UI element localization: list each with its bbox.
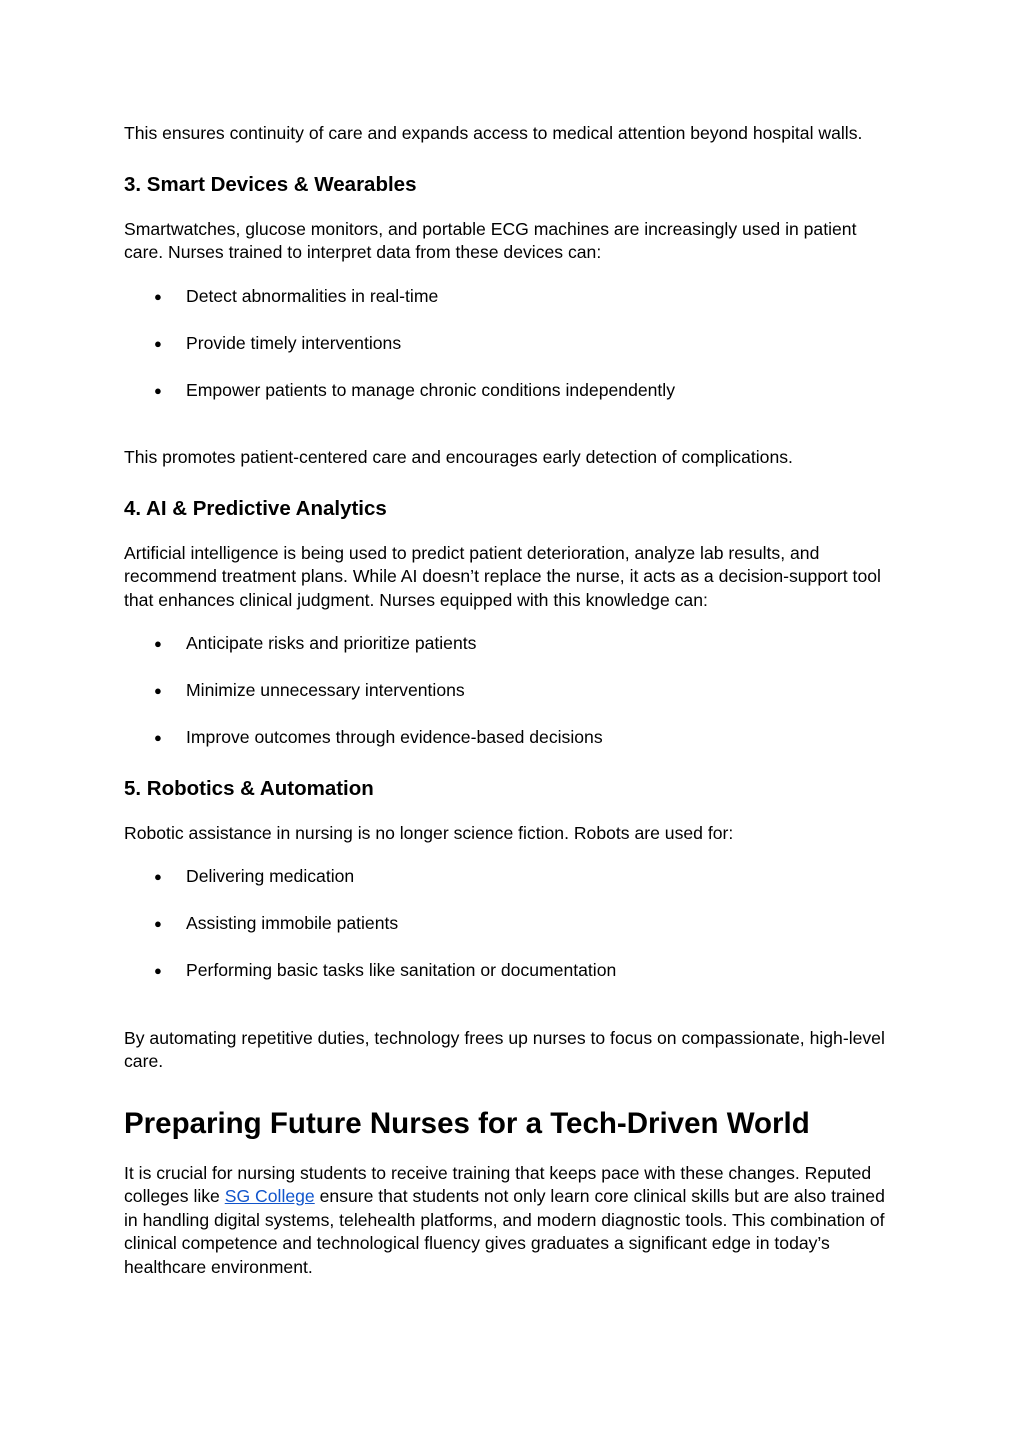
list-item — [124, 379, 894, 403]
bullet-icon: ● — [154, 916, 162, 931]
sg-college-link[interactable]: SG College — [224, 1186, 315, 1206]
preparing-text-before-link: It is crucial for nursing students to receive training that keeps pace with these changes. Reputed colleges like — [124, 1162, 872, 1206]
section-4-list — [124, 632, 894, 750]
section-3-closing: This promotes patient-centered care and encourages early detection of complications. — [124, 447, 793, 467]
bullet-icon: ● — [154, 382, 162, 398]
list-item-text: Assisting immobile patients — [186, 913, 399, 933]
section-3-heading: 3. Smart Devices & Wearables — [124, 172, 417, 196]
list-item-text: Delivering medication — [186, 866, 355, 886]
list-item-text: Provide timely interventions — [186, 332, 402, 353]
preparing-paragraph — [124, 1162, 894, 1280]
list-item — [124, 959, 894, 983]
list-item — [124, 679, 894, 703]
preparing-text-after-link: ensure that students not only learn core clinical skills but are also trained in handling digital systems, telehealth platforms, and modern diagnostic tools. This combination of clinical competence and technological fluency gives graduates a significant edge in today’s healthcare environment. — [124, 1186, 885, 1277]
bullet-icon: ● — [154, 683, 162, 698]
section-5-closing: By automating repetitive duties, technology frees up nurses to focus on compassionate, high-level care. — [124, 1027, 885, 1071]
section-3-body: Smartwatches, glucose monitors, and portable ECG machines are increasingly used in patient care. Nurses trained to interpret data from these devices can: — [124, 218, 857, 262]
section-5-body: Robotic assistance in nursing is no longer science fiction. Robots are used for: — [124, 822, 734, 843]
bullet-icon: ● — [154, 963, 162, 978]
preparing-heading: Preparing Future Nurses for a Tech-Driven World — [124, 1106, 810, 1140]
list-item-text: Anticipate risks and prioritize patients — [186, 633, 477, 653]
bullet-icon: ● — [154, 335, 162, 351]
list-item-text: Empower patients to manage chronic conditions independently — [186, 379, 676, 400]
list-item-text: Performing basic tasks like sanitation or documentation — [186, 960, 617, 980]
section-4-heading: 4. AI & Predictive Analytics — [124, 496, 387, 520]
section-3-list — [124, 285, 894, 403]
list-item — [124, 285, 894, 309]
list-item — [124, 865, 894, 889]
list-item — [124, 726, 894, 750]
bullet-icon: ● — [154, 636, 162, 651]
bullet-icon: ● — [154, 730, 162, 745]
section-5-list — [124, 865, 894, 983]
section-4-body: Artificial intelligence is being used to predict patient deterioration, analyze lab results, and recommend treatment plans. While AI doesn’t replace the nurse, it acts as a decision-support tool that enhances clinical judgment. Nurses equipped with this knowledge can: — [124, 542, 881, 610]
bullet-icon: ● — [154, 288, 162, 304]
list-item — [124, 632, 894, 656]
section-5-heading: 5. Robotics & Automation — [124, 776, 374, 800]
document-page — [124, 122, 894, 1279]
intro-paragraph: This ensures continuity of care and expands access to medical attention beyond hospital walls. — [124, 123, 863, 143]
list-item-text: Minimize unnecessary interventions — [186, 680, 465, 700]
bullet-icon: ● — [154, 869, 162, 884]
list-item-text: Improve outcomes through evidence-based decisions — [186, 727, 603, 747]
list-item — [124, 332, 894, 356]
list-item — [124, 912, 894, 936]
list-item-text: Detect abnormalities in real-time — [186, 285, 439, 306]
